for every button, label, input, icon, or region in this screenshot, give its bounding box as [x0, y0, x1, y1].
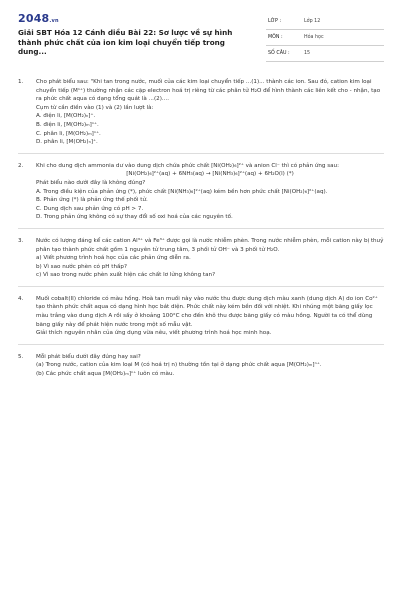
site-logo[interactable]: [18, 12, 59, 25]
question-number: 1.: [18, 79, 24, 85]
question-4: [18, 295, 384, 338]
question-number: 3.: [18, 237, 24, 244]
question-3: [18, 237, 384, 280]
logo-text: 2048: [18, 12, 50, 25]
question-prompt: Cụm từ cần điền vào (1) và (2) lần lượt là:: [36, 104, 154, 111]
meta-label: LỚP :: [268, 19, 282, 24]
option-b: B. điện li, [M(OH₂)ₘ]ⁿ⁺.: [36, 121, 99, 128]
meta-value: Lớp 12: [304, 19, 321, 24]
question-stem: Cho phát biểu sau: "Khi tan trong nước, muối của các kim loại chuyển tiếp ...(1)... thành các ion. Sau đó, cation kim loại chuyển tiếp (Mⁿ⁺) thường nhận các cặp electron hoá trị riêng từ các phân tử H₂O để hình thành các liên kết cho - nhận, tạo ra phức chất aqua có dạng tổng quát là ...(2)....: [36, 79, 381, 103]
reaction-equation: [Ni(OH₂)₆]²⁺(aq) + 6NH₃(aq) → [Ni(NH₃)₆]²⁺(aq) + 6H₂O(l) (*): [126, 171, 294, 178]
option-c: C. phân li, [M(OH₂)ₘ]ⁿ⁺.: [36, 130, 101, 137]
meta-value: 15: [304, 51, 311, 56]
meta-label: SỐ CÂU :: [268, 51, 290, 56]
statement-b: (b) Các phức chất aqua [M(OH₂)ₘ]ⁿ⁺ luôn có màu.: [36, 371, 175, 378]
divider: [18, 344, 384, 345]
option-b: B. Phản ứng (*) là phản ứng thế phối tử.: [36, 197, 148, 204]
question-2: [18, 162, 384, 222]
question-stem: Muối cobalt(II) chloride có màu hồng. Hoà tan muối này vào nước thu được dung dịch màu xanh (dung dịch A) do ion Co²⁺ tạo thành phức chất aqua có dạng hình học bát diện. Phức chất này kém bền đối với nhiệt. Khi nhúng một băng giấy lọc màu trắng vào dung dịch A rồi sấy ở khoảng 100°C cho đến khô thu được băng giấy có màu hồng. Người ta có thể dùng băng giấy này để phát hiện nước trong một số mẫu vật.: [36, 295, 378, 328]
divider: [18, 228, 384, 229]
option-a: A. Trong điều kiện của phản ứng (*), phức chất [Ni(NH₃)₆]²⁺(aq) kém bền hơn phức chất [Ni(OH₂)₆]²⁺(aq).: [36, 188, 328, 195]
option-d: D. Trong phản ứng không có sự thay đổi số oxi hoá của các nguyên tố.: [36, 214, 233, 221]
page-header: [18, 12, 384, 62]
question-stem: Khi cho dung dịch ammonia dư vào dung dịch chứa phức chất [Ni(OH₂)₆]²⁺ và anion Cl⁻ thì có phản ứng sau:: [36, 162, 339, 169]
question-number: 2.: [18, 162, 24, 169]
question-5: [18, 353, 384, 379]
meta-row-grade: [266, 14, 384, 30]
question-stem: Mỗi phát biểu dưới đây đúng hay sai?: [36, 353, 141, 360]
question-prompt: Phát biểu nào dưới đây là không đúng?: [36, 179, 146, 186]
meta-label: MÔN :: [268, 35, 283, 40]
question-number: 5.: [18, 353, 24, 360]
question-stem: Nước có lượng đáng kể các cation Al³⁺ và Fe³⁺ được gọi là nước nhiễm phèn. Trong nước nhiễm phèn, mỗi cation này bị thuỷ phân tạo thành phức chất gồm 1 nguyên tử trung tâm, 3 phối tử OH⁻ và 3 phối tử H₂O.: [36, 237, 384, 253]
statement-a: (a) Trong nước, cation của kim loại M (có hoá trị n) thường tồn tại ở dạng phức chất aqua [M(OH₂)ₘ]ⁿ⁺.: [36, 362, 322, 369]
meta-value: Hóa học: [304, 35, 324, 40]
question-prompt: Giải thích nguyên nhân của ứng dụng vừa nêu, viết phương trình hoá học minh hoạ.: [36, 330, 272, 337]
logo-suffix: .vn: [49, 18, 59, 24]
divider: [18, 286, 384, 287]
option-a: A. điện li, [M(OH₂)ₙ]⁺.: [36, 113, 96, 120]
option-c: C. Dung dịch sau phản ứng có pH > 7.: [36, 205, 144, 212]
meta-table: [266, 14, 384, 62]
sub-question-b: b) Vì sao nước phèn có pH thấp?: [36, 263, 127, 270]
sub-question-a: a) Viết phương trình hoá học của các phản ứng diễn ra.: [36, 255, 191, 262]
divider: [18, 153, 384, 154]
option-d: D. phân li, [M(OH₂)ₙ]⁺.: [36, 139, 98, 146]
sub-question-c: c) Vì sao trong nước phèn xuất hiện các chất lơ lửng không tan?: [36, 272, 216, 279]
document-title: Giải SBT Hóa 12 Cánh diều Bài 22: Sơ lược về sự hình thành phức chất của ion kim loại chuyển tiếp trong dung...: [18, 28, 233, 56]
meta-row-count: [266, 46, 384, 62]
meta-row-subject: [266, 30, 384, 46]
question-number: 4.: [18, 295, 24, 302]
question-list: [18, 78, 384, 379]
question-1: [18, 78, 384, 147]
